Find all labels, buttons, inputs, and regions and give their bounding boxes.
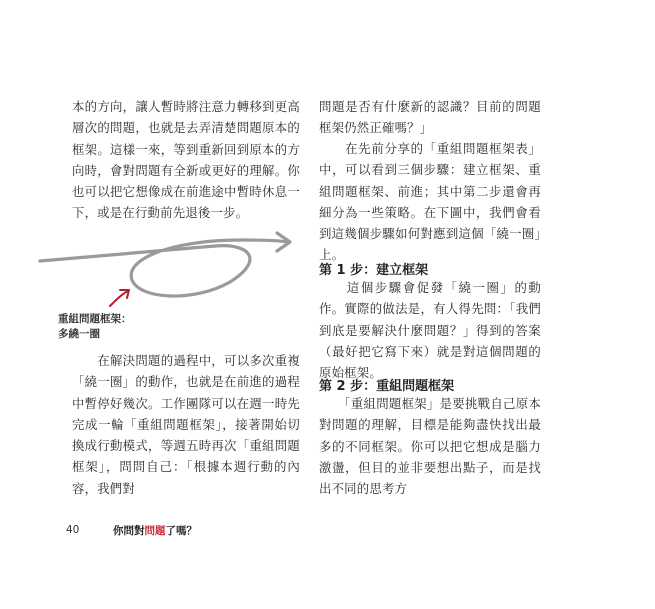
running-title	[113, 523, 197, 538]
diagram-caption-line1: 重組問題框架：	[58, 313, 132, 325]
right-paragraph-1: 問題是否有什麼新的認識？目前的問題框架仍然正確嗎？」	[319, 99, 541, 136]
left-paragraph-bottom: 在解決問題的過程中，可以多次重複「繞一圈」的動作，也就是在前進的過程中暫停好幾次。工作團隊可以在週一時先完成一輪「重組問題框架」，接著開始切換成行動模式，等週五時再次「重組問題框架」，問問自己：「根據本週行動的內容，我們對	[72, 353, 300, 496]
step2-heading: 第 2 步：重組問題框架	[319, 379, 455, 394]
diagram-caption-line2: 多繞一圈	[58, 328, 100, 340]
running-title-part2: 了嗎？	[165, 525, 197, 537]
running-title-part1: 你問對	[113, 525, 145, 537]
diagram-caption	[58, 312, 132, 342]
left-paragraph-top: 本的方向，讓人暫時將注意力轉移到更高層次的問題，也就是去弄清楚問題原本的框架。這樣一來，等到重新回到原本的方向時，會對問題有全新或更好的理解。你也可以把它想像成在前進途中暫時休息一下，或是在行動前先退後一步。	[72, 99, 300, 221]
step1-text: 這個步驟會促發「繞一圈」的動作。實際的做法是，有人得先問：「我們到底是要解決什麼問題？」得到的答案（最好把它寫下來）就是對這個問題的原始框架。	[319, 280, 541, 381]
running-title-highlight: 問題	[144, 525, 166, 537]
caption-pointer-arrow	[110, 291, 128, 306]
step2-text: 「重組問題框架」是要挑戰自己原本對問題的理解，目標是能夠盡快找出最多的不同框架。你可以把它想成是腦力激盪，但目的並非要想出點子，而是找出不同的思考方	[319, 396, 541, 497]
loop-arrow-line	[40, 240, 288, 296]
right-paragraph-2: 在先前分享的「重組問題框架表」中，可以看到三個步驟：建立框架、重組問題框架、前進；其中第二步還會再細分為一些策略。在下圖中，我們會看到這幾個步驟如何對應到這個「繞一圈」上。	[319, 141, 541, 263]
page-number: 40	[66, 524, 80, 536]
step1-heading: 第 1 步：建立框架	[319, 263, 429, 278]
